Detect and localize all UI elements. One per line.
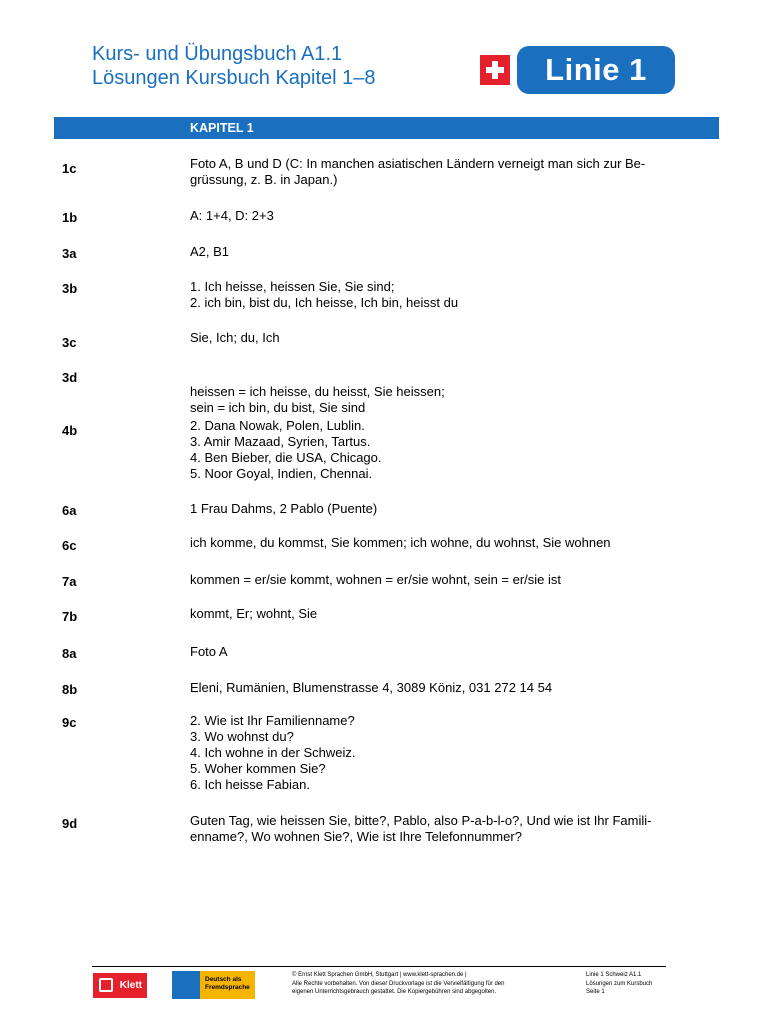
answer-line: Foto A, B und D (C: In manchen asiatischen Ländern verneigt man sich zur Be- bbox=[190, 156, 646, 171]
footer-divider bbox=[92, 966, 666, 967]
exercise-label: 9d bbox=[62, 816, 78, 831]
answer-line: grüssung, z. B. in Japan.) bbox=[190, 172, 338, 187]
answer-line: 5. Woher kommen Sie? bbox=[190, 761, 326, 776]
exercise-label: 4b bbox=[62, 423, 78, 438]
exercise-label: 6a bbox=[62, 503, 77, 518]
chapter-header-bar bbox=[54, 117, 719, 139]
answer-line: kommt, Er; wohnt, Sie bbox=[190, 606, 318, 621]
answer-line: 2. Dana Nowak, Polen, Lublin. bbox=[190, 418, 365, 433]
page-info bbox=[586, 971, 686, 997]
answer-text bbox=[190, 713, 712, 793]
exercise-label: 3a bbox=[62, 246, 77, 261]
answer-line: enname?, Wo wohnen Sie?, Wie ist Ihre Telefonnummer? bbox=[190, 829, 522, 844]
answer-text bbox=[190, 680, 712, 696]
answer-text bbox=[190, 572, 712, 588]
answer-text bbox=[190, 606, 712, 622]
answer-text bbox=[190, 208, 712, 224]
title-line-2: Lösungen Kursbuch Kapitel 1–8 bbox=[92, 67, 376, 89]
answer-line: 2. ich bin, bist du, Ich heisse, Ich bin, heisst du bbox=[190, 295, 459, 310]
answer-line: heissen = ich heisse, du heisst, Sie heissen; bbox=[190, 384, 445, 399]
answer-line: 2. Wie ist Ihr Familienname? bbox=[190, 713, 355, 728]
document-title bbox=[92, 42, 376, 90]
book-subtitle: Lösungen zum Kursbuch bbox=[586, 980, 653, 987]
copyright-line: eigenen Unterrichtsgebrauch gestattet. Die Kopiergebühren sind abgegolten. bbox=[292, 989, 497, 995]
answer-line: A: 1+4, D: 2+3 bbox=[190, 208, 274, 223]
answer-text bbox=[190, 244, 712, 260]
answer-line: Guten Tag, wie heissen Sie, bitte?, Pablo, also P-a-b-l-o?, Und wie ist Ihr Famili- bbox=[190, 813, 652, 828]
answer-text bbox=[190, 501, 712, 517]
answer-line: 1 Frau Dahms, 2 Pablo (Puente) bbox=[190, 501, 378, 516]
copyright-line: © Ernst Klett Sprachen GmbH, Stuttgart | www.klett-sprachen.de | bbox=[292, 972, 467, 978]
exercise-label: 3b bbox=[62, 281, 78, 296]
answer-line: 3. Wo wohnst du? bbox=[190, 729, 294, 744]
exercise-label: 1c bbox=[62, 161, 77, 176]
exercise-label: 7b bbox=[62, 609, 78, 624]
exercise-label: 8a bbox=[62, 646, 77, 661]
answer-text bbox=[190, 368, 712, 416]
answer-text bbox=[190, 330, 712, 346]
answer-text bbox=[190, 644, 712, 660]
linie-logo-badge: Linie 1 bbox=[517, 46, 675, 94]
answer-text bbox=[190, 279, 712, 311]
chapter-title: KAPITEL 1 bbox=[190, 121, 254, 135]
answer-line: A2, B1 bbox=[190, 244, 230, 259]
klett-logo-text: Klett bbox=[119, 980, 142, 991]
exercise-label: 1b bbox=[62, 210, 78, 225]
copyright-notice bbox=[292, 971, 554, 997]
answer-line: 1. Ich heisse, heissen Sie, Sie sind; bbox=[190, 279, 395, 294]
answer-line: 4. Ich wohne in der Schweiz. bbox=[190, 745, 356, 760]
klett-logo bbox=[93, 973, 147, 998]
answer-line: 5. Noor Goyal, Indien, Chennai. bbox=[190, 466, 373, 481]
exercise-label: 7a bbox=[62, 574, 77, 589]
answer-line: 6. Ich heisse Fabian. bbox=[190, 777, 310, 792]
answer-line: ich komme, du kommst, Sie kommen; ich wohne, du wohnst, Sie wohnen bbox=[190, 535, 611, 550]
daf-logo-text: Deutsch als Fremdsprache bbox=[200, 971, 255, 999]
answer-line: Eleni, Rumänien, Blumenstrasse 4, 3089 Köniz, 031 272 14 54 bbox=[190, 680, 553, 695]
answer-line: 4. Ben Bieber, die USA, Chicago. bbox=[190, 450, 382, 465]
klett-mark-icon bbox=[99, 978, 113, 992]
answer-line: 3. Amir Mazaad, Syrien, Tartus. bbox=[190, 434, 371, 449]
exercise-label: 8b bbox=[62, 682, 78, 697]
page-number: Seite 1 bbox=[586, 989, 605, 995]
exercise-label: 3c bbox=[62, 335, 77, 350]
answer-line: kommen = er/sie kommt, wohnen = er/sie wohnt, sein = er/sie ist bbox=[190, 572, 562, 587]
answer-line: Foto A bbox=[190, 644, 228, 659]
answer-line: sein = ich bin, du bist, Sie sind bbox=[190, 400, 366, 415]
daf-logo-square bbox=[172, 971, 200, 999]
daf-logo bbox=[172, 971, 255, 999]
title-line-1: Kurs- und Übungsbuch A1.1 bbox=[92, 43, 343, 65]
book-title: Linie 1 Schweiz A1.1 bbox=[586, 972, 642, 978]
answer-line bbox=[190, 368, 712, 384]
swiss-flag-icon bbox=[480, 55, 510, 85]
answer-text bbox=[190, 418, 712, 482]
answer-text bbox=[190, 535, 712, 551]
exercise-label: 9c bbox=[62, 715, 77, 730]
exercise-label: 3d bbox=[62, 370, 78, 385]
copyright-line: Alle Rechte vorbehalten. Von dieser Druckvorlage ist die Vervielfältigung für den bbox=[292, 980, 505, 987]
answer-text bbox=[190, 813, 712, 845]
answer-line: Sie, Ich; du, Ich bbox=[190, 330, 280, 345]
exercise-label: 6c bbox=[62, 538, 77, 553]
linie-1-logo bbox=[480, 46, 675, 94]
answer-text bbox=[190, 156, 712, 188]
